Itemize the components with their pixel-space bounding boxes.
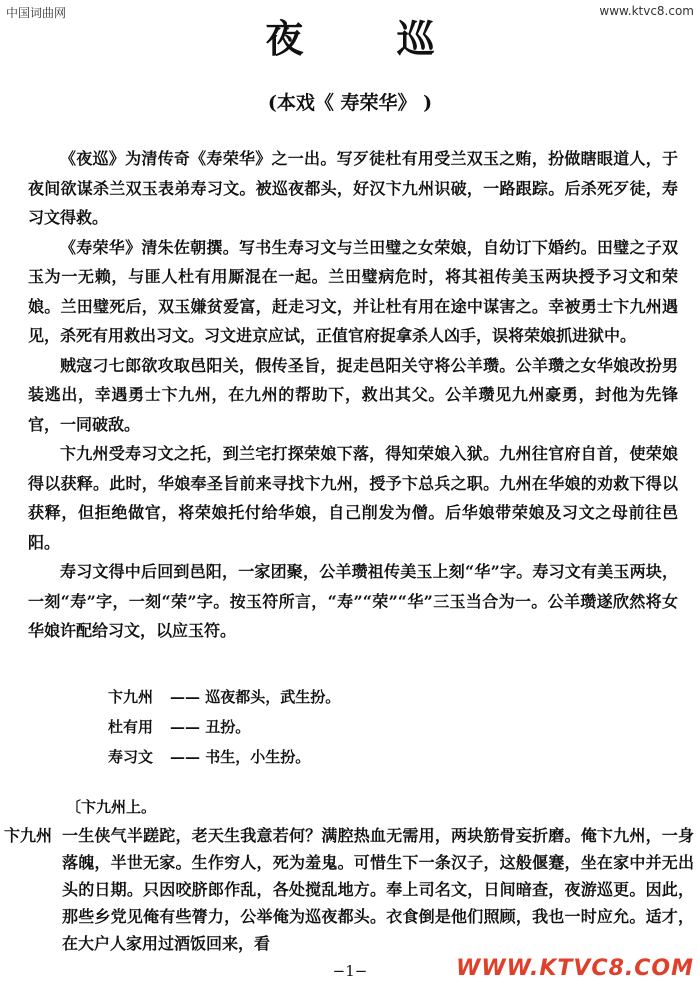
cast-role: 卞九州 [108,688,154,706]
page-title: 夜 巡 [265,16,475,61]
cast-row [108,712,340,742]
dialogue-block [4,822,694,957]
cast-list [108,682,340,772]
dialogue-speaker: 卞九州 [4,826,53,845]
page-number: −1− [332,962,368,980]
page-subtitle: (本戏《 寿荣华》 ) [267,92,433,114]
synopsis-paragraph: 卞九州受寿习文之托，到兰宅打探荣娘下落，得知荣娘入狱。九州往官府自首，使荣娘得以获释。此时，华娘奉圣旨前来寻找卞九州，授予卞总兵之职。九州在华娘的劝救下得以获释，但拒绝做官，将荣娘托付给华娘，自己削发为僧。后华娘带荣娘及习文之母前往邑阳。 [28,444,678,552]
synopsis-paragraph: 贼寇刁七郎欲攻取邑阳关，假传圣旨，捉走邑阳关守将公羊瓒。公羊瓒之女华娘改扮男装逃出，幸遇勇士卞九州，在九州的帮助下，救出其父。公羊瓒见九州豪勇，封他为先锋官，一同破敌。 [28,355,678,434]
cast-row [108,742,340,772]
cast-description: —— 书生，小生扮。 [170,748,311,766]
synopsis-paragraph: 《夜巡》为清传奇《寿荣华》之一出。写歹徒杜有用受兰双玉之贿，扮做瞎眼道人，于夜间欲谋杀兰双玉表弟寿习文。被巡夜都头，好汉卞九州识破，一路跟踪。后杀死歹徒，寿习文得救。 [28,149,678,227]
cast-description: —— 丑扮。 [170,718,251,736]
watermark-site-name: 中国词曲网 [6,6,67,20]
dialogue-text: 一生侠气半蹉跎，老天生我意若何？满腔热血无需用，两块筋骨妄折磨。俺卞九州，一身落魄，半世无家。生作穷人，死为羞鬼。可惜生下一条汉子，这般偃蹇，坐在家中并无出头的日期。只因咬脐郎作乱，各处搅乱地方。奉上司名文，日间暗查，夜游巡更。因此，那些乡党见俺有些膂力，公举俺为巡夜都头。衣食倒是他们照顾，我也一时应允。适才，在大户人家用过酒饭回来，看 [62,826,694,953]
cast-row [108,682,340,712]
synopsis [28,144,678,646]
stage-direction: 〔卞九州上。 [66,798,157,816]
watermark-logo: WWW.KTVC8.COM [456,956,694,981]
cast-description: —— 巡夜都头，武生扮。 [170,688,341,706]
cast-role: 寿习文 [108,748,154,766]
cast-role: 杜有用 [108,718,154,736]
synopsis-paragraph: 《寿荣华》清朱佐朝撰。写书生寿习文与兰田璧之女荣娘，自幼订下婚约。田璧之子双玉为一无赖，与匪人杜有用厮混在一起。兰田璧病危时，将其祖传美玉两块授予习文和荣娘。兰田璧死后，双玉嫌贫爱富，赶走习文，并让杜有用在途中谋害之。幸被勇士卞九州遇见，杀死有用救出习文。习文进京应试，正值官府捉拿杀人凶手，误将荣娘抓进狱中。 [28,237,678,345]
synopsis-paragraph: 寿习文得中后回到邑阳，一家团聚，公羊瓒祖传美玉上刻“华”字。寿习文有美玉两块，一刻“寿”字，一刻“荣”字。按玉符所言，“寿”“荣”“华”三玉当合为一。公羊瓒遂欣然将女华娘许配给习文，以应玉符。 [28,562,678,640]
watermark-site-url: www.ktvc8.com [599,4,694,18]
